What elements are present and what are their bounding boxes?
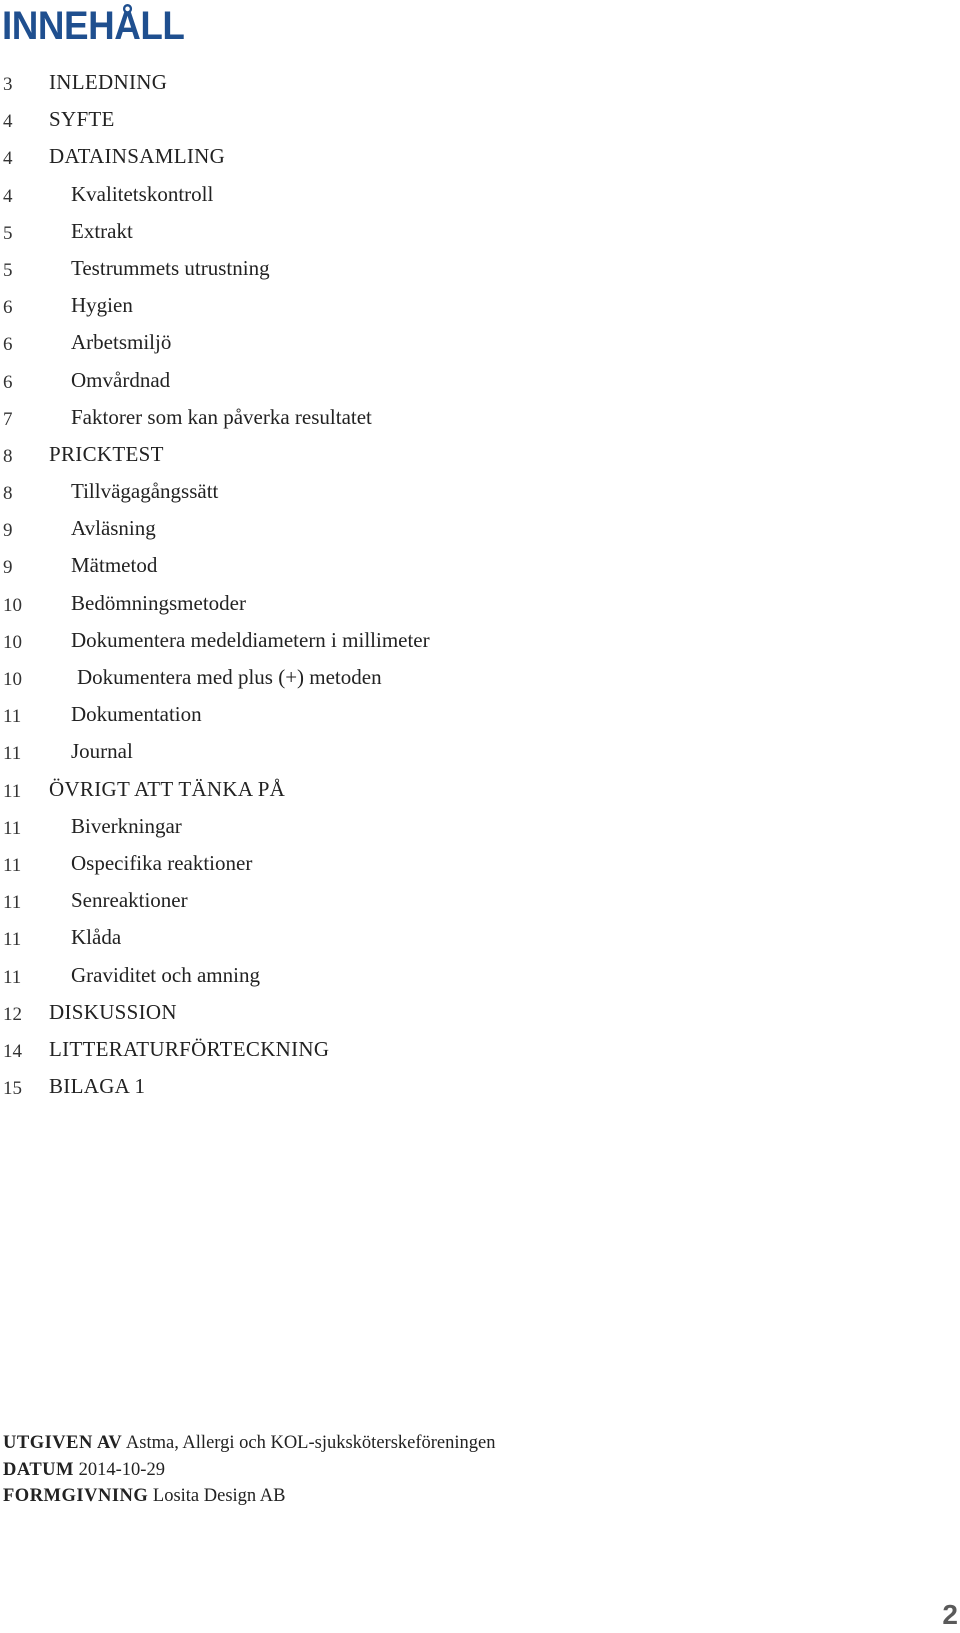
toc-page-number: 14 (3, 1040, 22, 1062)
toc-page-number: 12 (3, 1003, 22, 1025)
toc-page-number: 9 (3, 557, 13, 579)
toc-label: Dokumentera med plus (+) metoden (77, 665, 382, 689)
toc-page-number: 11 (3, 892, 22, 914)
toc-page-number: 8 (3, 483, 13, 505)
toc-label: Dokumentation (71, 702, 202, 727)
toc-label: Omvårdnad (71, 367, 171, 392)
toc-page-number: 10 (3, 669, 22, 690)
toc-label: Biverkningar (71, 813, 182, 838)
toc-label: Hygien (71, 293, 133, 318)
colophon-design (3, 1483, 496, 1510)
toc-label: SYFTE (49, 107, 115, 132)
toc-label: Testrummets utrustning (71, 255, 270, 280)
toc-page-number: 4 (3, 111, 13, 133)
toc-label: Extrakt (71, 218, 133, 243)
toc-page-number: 11 (3, 854, 22, 876)
toc-label: DATAINSAMLING (49, 144, 226, 169)
toc-label: Ospecifika reaktioner (71, 850, 253, 875)
design-value: Losita Design AB (152, 1486, 286, 1506)
toc-label: Kvalitetskontroll (71, 181, 214, 206)
date-label: DATUM (3, 1459, 75, 1480)
toc-label: Faktorer som kan påverka resultatet (71, 404, 372, 429)
publisher-value: Astma, Allergi och KOL-sjuksköterskeföreningen (125, 1433, 496, 1453)
toc-label: LITTERATURFÖRTECKNING (49, 1036, 330, 1061)
publisher-label: UTGIVEN AV (3, 1433, 123, 1453)
toc-page-number: 5 (3, 222, 13, 244)
toc-page-number: 5 (3, 259, 13, 281)
page-title: INNEHÅLL (2, 4, 185, 48)
toc-label: Graviditet och amning (71, 962, 260, 987)
toc-label: DISKUSSION (49, 999, 177, 1024)
toc-label: ÖVRIGT ATT TÄNKA PÅ (49, 776, 286, 801)
page-number: 2 (942, 1599, 958, 1630)
toc-page-number: 11 (3, 966, 22, 988)
toc-label: BILAGA 1 (49, 1074, 146, 1099)
toc-label: Dokumentera medeldiametern i millimeter (71, 627, 430, 652)
toc-page-number: 10 (3, 594, 22, 616)
toc-label: Tillvägagångssätt (71, 479, 219, 504)
toc-label: Journal (71, 739, 133, 764)
colophon-publisher (3, 1430, 496, 1457)
toc-page-number: 3 (3, 74, 13, 95)
toc-page-number: 11 (3, 817, 22, 839)
design-label: FORMGIVNING (3, 1486, 149, 1506)
toc-label: PRICKTEST (49, 441, 164, 466)
toc-page-number: 6 (3, 334, 13, 356)
toc-label: Bedömningsmetoder (71, 590, 246, 615)
colophon-date (3, 1457, 496, 1484)
colophon (3, 1430, 496, 1510)
toc-page-number: 11 (3, 929, 22, 951)
toc-page-number: 8 (3, 445, 13, 467)
toc-page-number: 15 (3, 1078, 22, 1100)
toc-label: Mätmetod (71, 553, 158, 578)
date-value: 2014-10-29 (78, 1459, 165, 1480)
toc-label: INLEDNING (49, 70, 168, 94)
toc-label: Senreaktioner (71, 888, 188, 913)
toc-page-number: 4 (3, 185, 13, 207)
toc-page-number: 7 (3, 408, 13, 430)
toc-page-number: 11 (3, 706, 22, 728)
toc-label: Klåda (71, 925, 122, 950)
toc-page-number: 4 (3, 148, 13, 170)
toc-label: Arbetsmiljö (71, 330, 172, 355)
toc-page-number: 11 (3, 780, 22, 802)
toc-page-number: 6 (3, 371, 13, 393)
toc-page-number: 10 (3, 631, 22, 653)
toc-page-number: 11 (3, 743, 22, 765)
toc-page-number: 6 (3, 297, 13, 319)
toc-label: Avläsning (71, 516, 156, 541)
toc-page-number: 9 (3, 520, 13, 542)
